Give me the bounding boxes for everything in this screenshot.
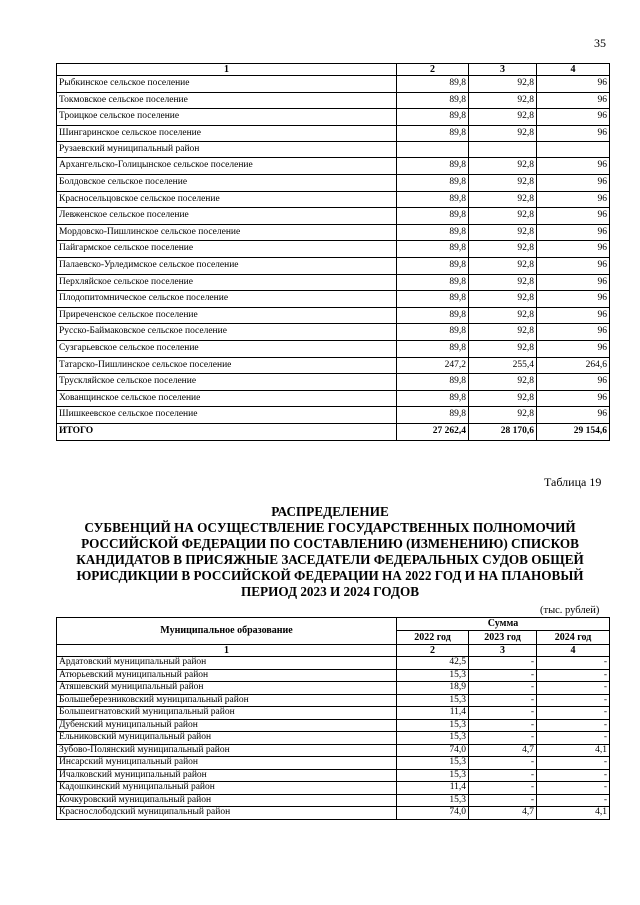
table-row	[57, 682, 610, 695]
cell-2024: -	[537, 757, 610, 770]
table-row	[57, 208, 610, 225]
cell-2023: 92,8	[469, 257, 537, 274]
cell-2022: 89,8	[397, 390, 469, 407]
heading-line: КАНДИДАТОВ В ПРИСЯЖНЫЕ ЗАСЕДАТЕЛИ ФЕДЕРАЛЬНЫХ СУДОВ ОБЩЕЙ	[76, 552, 584, 567]
cell-name: Кочкуровский муниципальный район	[57, 794, 397, 807]
col-number-2: 2	[397, 64, 469, 76]
cell-2022: 89,8	[397, 109, 469, 126]
cell-2023: 92,8	[469, 191, 537, 208]
heading-line: РАСПРЕДЕЛЕНИЕ	[271, 504, 389, 519]
table-row	[57, 669, 610, 682]
col-number-4: 4	[537, 645, 610, 657]
table-row	[57, 324, 610, 341]
col-municipality-header: Муниципальное образование	[57, 618, 397, 645]
cell-2023: -	[469, 707, 537, 720]
cell-2023: 92,8	[469, 407, 537, 424]
table-row	[57, 782, 610, 795]
cell-name: Пайгармское сельское поселение	[57, 241, 397, 258]
table-row	[57, 158, 610, 175]
table-row	[57, 92, 610, 109]
col-number-1: 1	[57, 645, 397, 657]
cell-2023: 92,8	[469, 340, 537, 357]
cell-name: Мордовско-Пишлинское сельское поселение	[57, 224, 397, 241]
col-sum-header: Сумма	[397, 618, 610, 631]
cell-name: Приреченское сельское поселение	[57, 307, 397, 324]
cell-2023: -	[469, 782, 537, 795]
table-row	[57, 374, 610, 391]
cell-2022: 89,8	[397, 324, 469, 341]
cell-2023: -	[469, 769, 537, 782]
cell-2023: -	[469, 682, 537, 695]
cell-name: Краснослободский муниципальный район	[57, 807, 397, 820]
cell-2022: 89,8	[397, 174, 469, 191]
cell-2022: 27 262,4	[397, 423, 469, 440]
cell-2023: 92,8	[469, 307, 537, 324]
cell-name: Красносельцовское сельское поселение	[57, 191, 397, 208]
col-year-2024: 2024 год	[537, 631, 610, 645]
cell-2022: 15,3	[397, 794, 469, 807]
cell-2022: 89,8	[397, 307, 469, 324]
cell-2023: 4,7	[469, 744, 537, 757]
cell-2024: -	[537, 719, 610, 732]
cell-name: Сузгарьевское сельское поселение	[57, 340, 397, 357]
cell-2024: -	[537, 657, 610, 670]
cell-2024: -	[537, 682, 610, 695]
cell-2022: 89,8	[397, 224, 469, 241]
table-row	[57, 224, 610, 241]
table-row	[57, 744, 610, 757]
cell-2022: 89,8	[397, 76, 469, 93]
empty-cell	[469, 142, 537, 158]
cell-2024: 96	[537, 174, 610, 191]
cell-2023: -	[469, 719, 537, 732]
total-row	[57, 423, 610, 440]
cell-2024: -	[537, 782, 610, 795]
cell-name: Троицкое сельское поселение	[57, 109, 397, 126]
col-number-2: 2	[397, 645, 469, 657]
cell-2022: 89,8	[397, 374, 469, 391]
cell-name: Татарско-Пишлинское сельское поселение	[57, 357, 397, 374]
cell-2022: 89,8	[397, 191, 469, 208]
cell-name: Перхляйское сельское поселение	[57, 274, 397, 291]
cell-name: Шингаринское сельское поселение	[57, 125, 397, 142]
cell-name: Кадошкинский муниципальный район	[57, 782, 397, 795]
cell-2024: -	[537, 794, 610, 807]
col-number-1: 1	[57, 64, 397, 76]
cell-name: Дубенский муниципальный район	[57, 719, 397, 732]
cell-2024: 96	[537, 241, 610, 258]
cell-2024: 4,1	[537, 744, 610, 757]
cell-2023: 92,8	[469, 324, 537, 341]
col-year-2023: 2023 год	[469, 631, 537, 645]
cell-name: Левженское сельское поселение	[57, 208, 397, 225]
cell-name: Зубово-Полянский муниципальный район	[57, 744, 397, 757]
cell-name: Русско-Баймаковское сельское поселение	[57, 324, 397, 341]
cell-2023: 28 170,6	[469, 423, 537, 440]
cell-2024: 96	[537, 274, 610, 291]
table-row	[57, 757, 610, 770]
table-row	[57, 357, 610, 374]
col-number-4: 4	[537, 64, 610, 76]
table-row	[57, 390, 610, 407]
cell-2024: 96	[537, 158, 610, 175]
cell-2023: 92,8	[469, 125, 537, 142]
cell-name: Шишкеевское сельское поселение	[57, 407, 397, 424]
cell-2023: 92,8	[469, 291, 537, 308]
cell-2022: 15,3	[397, 732, 469, 745]
cell-2024: 96	[537, 208, 610, 225]
cell-2023: 92,8	[469, 174, 537, 191]
col-number-3: 3	[469, 645, 537, 657]
cell-2024: 96	[537, 407, 610, 424]
cell-2022: 89,8	[397, 158, 469, 175]
heading-line: РОССИЙСКОЙ ФЕДЕРАЦИИ ПО СОСТАВЛЕНИЮ (ИЗМЕНЕНИЮ) СПИСКОВ	[81, 536, 579, 551]
cell-2022: 89,8	[397, 291, 469, 308]
table-row	[57, 732, 610, 745]
cell-name: Большеберезниковский муниципальный район	[57, 694, 397, 707]
cell-2022: 74,0	[397, 744, 469, 757]
cell-2024: 96	[537, 307, 610, 324]
cell-2022: 89,8	[397, 274, 469, 291]
cell-2022: 18,9	[397, 682, 469, 695]
cell-2023: -	[469, 694, 537, 707]
table-row	[57, 807, 610, 820]
cell-name: Атюрьевский муниципальный район	[57, 669, 397, 682]
cell-2022: 247,2	[397, 357, 469, 374]
cell-2024: 96	[537, 92, 610, 109]
heading-line: ПЕРИОД 2023 И 2024 ГОДОВ	[240, 584, 420, 599]
cell-name: Инсарский муниципальный район	[57, 757, 397, 770]
cell-2023: -	[469, 657, 537, 670]
cell-2023: 92,8	[469, 390, 537, 407]
table-header-row	[57, 618, 610, 631]
district-subheader-row	[57, 142, 610, 158]
table-row	[57, 191, 610, 208]
cell-name: Ельниковский муниципальный район	[57, 732, 397, 745]
cell-2023: -	[469, 794, 537, 807]
cell-2024: 96	[537, 191, 610, 208]
table-row	[57, 307, 610, 324]
cell-2022: 89,8	[397, 257, 469, 274]
cell-2022: 15,3	[397, 669, 469, 682]
table-header-row	[57, 64, 610, 76]
table-row	[57, 174, 610, 191]
table-row	[57, 657, 610, 670]
cell-2022: 89,8	[397, 92, 469, 109]
cell-2023: 255,4	[469, 357, 537, 374]
col-number-3: 3	[469, 64, 537, 76]
cell-2023: -	[469, 669, 537, 682]
table-row	[57, 794, 610, 807]
table-row	[57, 707, 610, 720]
cell-2022: 89,8	[397, 208, 469, 225]
table-row	[57, 109, 610, 126]
table-row	[57, 291, 610, 308]
cell-2023: 92,8	[469, 76, 537, 93]
cell-2023: 92,8	[469, 241, 537, 258]
cell-2024: 96	[537, 109, 610, 126]
cell-2024: 96	[537, 291, 610, 308]
cell-name: Большеигнатовский муниципальный район	[57, 707, 397, 720]
cell-2024: 96	[537, 257, 610, 274]
cell-2023: 4,7	[469, 807, 537, 820]
table-row	[57, 257, 610, 274]
page-number: 35	[594, 36, 606, 50]
cell-name: Ардатовский муниципальный район	[57, 657, 397, 670]
cell-2024: 29 154,6	[537, 423, 610, 440]
table-row	[57, 340, 610, 357]
cell-name: Рыбкинское сельское поселение	[57, 76, 397, 93]
table-row	[57, 719, 610, 732]
table-row	[57, 407, 610, 424]
jurors-subsidy-table	[56, 617, 610, 820]
cell-2023: 92,8	[469, 224, 537, 241]
table-row	[57, 125, 610, 142]
cell-2023: 92,8	[469, 109, 537, 126]
cell-2022: 11,4	[397, 707, 469, 720]
cell-name: Токмовское сельское поселение	[57, 92, 397, 109]
table-label: Таблица 19	[544, 475, 602, 489]
cell-2023: 92,8	[469, 92, 537, 109]
cell-name: Архангельско-Голицынское сельское поселение	[57, 158, 397, 175]
empty-cell	[397, 142, 469, 158]
cell-2024: 4,1	[537, 807, 610, 820]
cell-name: Трускляйское сельское поселение	[57, 374, 397, 391]
cell-2024: 96	[537, 390, 610, 407]
table-row	[57, 241, 610, 258]
cell-name: Палаевско-Урледимское сельское поселение	[57, 257, 397, 274]
col-year-2022: 2022 год	[397, 631, 469, 645]
cell-2023: -	[469, 732, 537, 745]
cell-2023: 92,8	[469, 208, 537, 225]
table-row	[57, 274, 610, 291]
subsidy-table-continuation	[56, 63, 610, 441]
cell-2024: 96	[537, 374, 610, 391]
cell-2023: 92,8	[469, 374, 537, 391]
units-note: (тыс. рублей)	[540, 605, 600, 616]
table-column-numbers-row	[57, 645, 610, 657]
cell-2024: 96	[537, 340, 610, 357]
cell-2022: 11,4	[397, 782, 469, 795]
cell-2023: -	[469, 757, 537, 770]
cell-name: Плодопитомническое сельское поселение	[57, 291, 397, 308]
cell-2022: 15,3	[397, 769, 469, 782]
district-subheader: Рузаевский муниципальный район	[57, 142, 397, 158]
cell-name: Атяшевский муниципальный район	[57, 682, 397, 695]
cell-name: ИТОГО	[57, 423, 397, 440]
empty-cell	[537, 142, 610, 158]
cell-2024: 96	[537, 224, 610, 241]
cell-2022: 89,8	[397, 241, 469, 258]
cell-2024: -	[537, 669, 610, 682]
cell-2022: 15,3	[397, 757, 469, 770]
cell-2024: 96	[537, 125, 610, 142]
cell-2023: 92,8	[469, 158, 537, 175]
cell-2024: -	[537, 694, 610, 707]
cell-name: Хованщинское сельское поселение	[57, 390, 397, 407]
cell-2022: 89,8	[397, 340, 469, 357]
heading-line: ЮРИСДИКЦИИ В РОССИЙСКОЙ ФЕДЕРАЦИИ НА 2022 ГОД И НА ПЛАНОВЫЙ	[76, 568, 584, 583]
table-heading	[60, 504, 600, 600]
cell-2024: -	[537, 707, 610, 720]
table-row	[57, 769, 610, 782]
table-row	[57, 694, 610, 707]
cell-name: Ичалковский муниципальный район	[57, 769, 397, 782]
cell-2024: -	[537, 732, 610, 745]
heading-line: СУБВЕНЦИЙ НА ОСУЩЕСТВЛЕНИЕ ГОСУДАРСТВЕННЫХ ПОЛНОМОЧИЙ	[84, 520, 576, 535]
cell-2022: 15,3	[397, 694, 469, 707]
table-row	[57, 76, 610, 93]
cell-2022: 89,8	[397, 125, 469, 142]
cell-2024: 96	[537, 324, 610, 341]
cell-2022: 74,0	[397, 807, 469, 820]
cell-2022: 15,3	[397, 719, 469, 732]
cell-2024: 96	[537, 76, 610, 93]
cell-2024: 264,6	[537, 357, 610, 374]
cell-2023: 92,8	[469, 274, 537, 291]
cell-2022: 42,5	[397, 657, 469, 670]
cell-2024: -	[537, 769, 610, 782]
cell-2022: 89,8	[397, 407, 469, 424]
cell-name: Болдовское сельское поселение	[57, 174, 397, 191]
